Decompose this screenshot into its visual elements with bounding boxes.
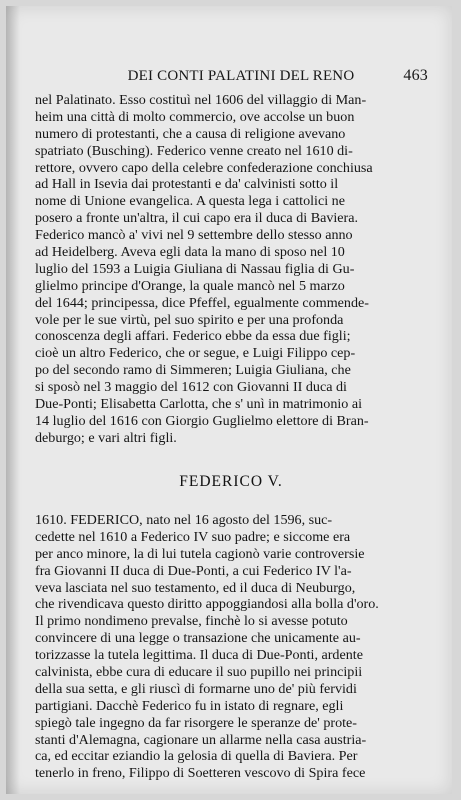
text-line: ca, ed eccitar eziandio la gelosia di quella di Baviera. Per xyxy=(35,748,358,765)
text-line: del 1644; principessa, dice Pfeffel, egualmente commende- xyxy=(35,294,369,311)
running-head xyxy=(83,67,428,85)
page-binding-shadow xyxy=(6,6,20,794)
text-line: che rivendicava questo diritto appoggiandosi alla bolla d'oro. xyxy=(35,596,379,613)
text-line: spiegò tale ingegno da far risorgere le speranze de' prote- xyxy=(35,714,357,731)
text-line: luglio del 1593 a Luigia Giuliana di Nassau figlia di Gu- xyxy=(35,260,355,277)
text-line: tenerlo in freno, Filippo di Soetteren vescovo di Spira fece xyxy=(35,765,366,782)
text-line: per anco minore, la di lui tutela cagionò varie controversie xyxy=(35,545,365,562)
text-line: fra Giovanni II duca di Due-Ponti, a cui Federico IV l'a- xyxy=(35,562,352,579)
text-line: 14 luglio del 1616 con Giorgio Guglielmo elettore di Bran- xyxy=(35,412,369,429)
text-line: Federico mancò a' vivi nel 9 settembre dello stesso anno xyxy=(35,227,353,244)
text-line: vole per le sue virtù, pel suo spirito e per una profonda xyxy=(35,311,344,328)
text-line: rettore, ovvero capo della celebre confederazione conchiusa xyxy=(35,159,373,176)
text-line: veva lasciata nel suo testamento, ed il duca di Neuburgo, xyxy=(35,579,356,596)
section-heading: FEDERICO V. xyxy=(179,473,283,490)
text-line: si sposò nel 3 maggio del 1612 con Giovanni II duca di xyxy=(35,379,347,396)
text-line: ad Hall in Isevia dai protestanti e da' calvinisti sotto il xyxy=(35,176,339,193)
text-line: ad Heidelberg. Aveva egli data la mano di sposo nel 10 xyxy=(35,244,345,261)
text-line: cioè un altro Federico, che or segue, e Luigi Filippo cep- xyxy=(35,345,356,362)
text-line: glielmo principe d'Orange, la quale mancò nel 5 marzo xyxy=(35,277,345,294)
text-line: numero di protestanti, che a causa di religione avevano xyxy=(35,125,346,142)
text-line: po del secondo ramo di Simmeren; Luigia Giuliana, che xyxy=(35,362,351,379)
book-page xyxy=(6,6,452,794)
paragraph-before-heading xyxy=(35,92,427,447)
text-line: posero a fronte un'altra, il cui capo era il duca di Baviera. xyxy=(35,210,359,227)
text-line: spatriato (Busching). Federico venne creato nel 1610 di- xyxy=(35,142,353,159)
text-line: torizzasse la tutela legittima. Il duca di Due-Ponti, ardente xyxy=(35,647,363,664)
text-line: nel Palatinato. Esso costituì nel 1606 del villaggio di Man- xyxy=(35,92,367,108)
text-line: convincere di una legge o transazione che unicamente au- xyxy=(35,630,361,647)
text-line: 1610. FEDERICO, nato nel 16 agosto del 1596, suc- xyxy=(35,512,333,528)
text-line: partigiani. Dacchè Federico fu in istato di regnare, egli xyxy=(35,697,344,714)
text-line: conoscenza degli affari. Federico ebbe da essa due figli; xyxy=(35,328,351,345)
text-line: heim una città di molto commercio, ove accolse un buon xyxy=(35,108,355,125)
text-line: Due-Ponti; Elisabetta Carlotta, che s' unì in matrimonio ai xyxy=(35,396,363,413)
text-line: della sua setta, e gli riuscì di formarne uno de' più fervidi xyxy=(35,680,357,697)
text-line: Il primo nondimeno prevalse, finchè lo si avesse potuto xyxy=(35,613,348,630)
page-number: 463 xyxy=(403,67,428,84)
paragraph-after-heading xyxy=(35,512,427,782)
text-line: cedette nel 1610 a Federico IV suo padre; e siccome era xyxy=(35,528,351,545)
text-line: deburgo; e vari altri figli. xyxy=(35,429,177,446)
text-line: stanti d'Alemagna, cagionare un allarme nella casa austria- xyxy=(35,731,367,748)
text-line: nome di Unione evangelica. A questa lega i cattolici ne xyxy=(35,193,345,210)
text-line: calvinista, ebbe cura di educare il suo pupillo nei principii xyxy=(35,664,363,681)
running-title: DEI CONTI PALATINI DEL RENO xyxy=(127,68,355,84)
